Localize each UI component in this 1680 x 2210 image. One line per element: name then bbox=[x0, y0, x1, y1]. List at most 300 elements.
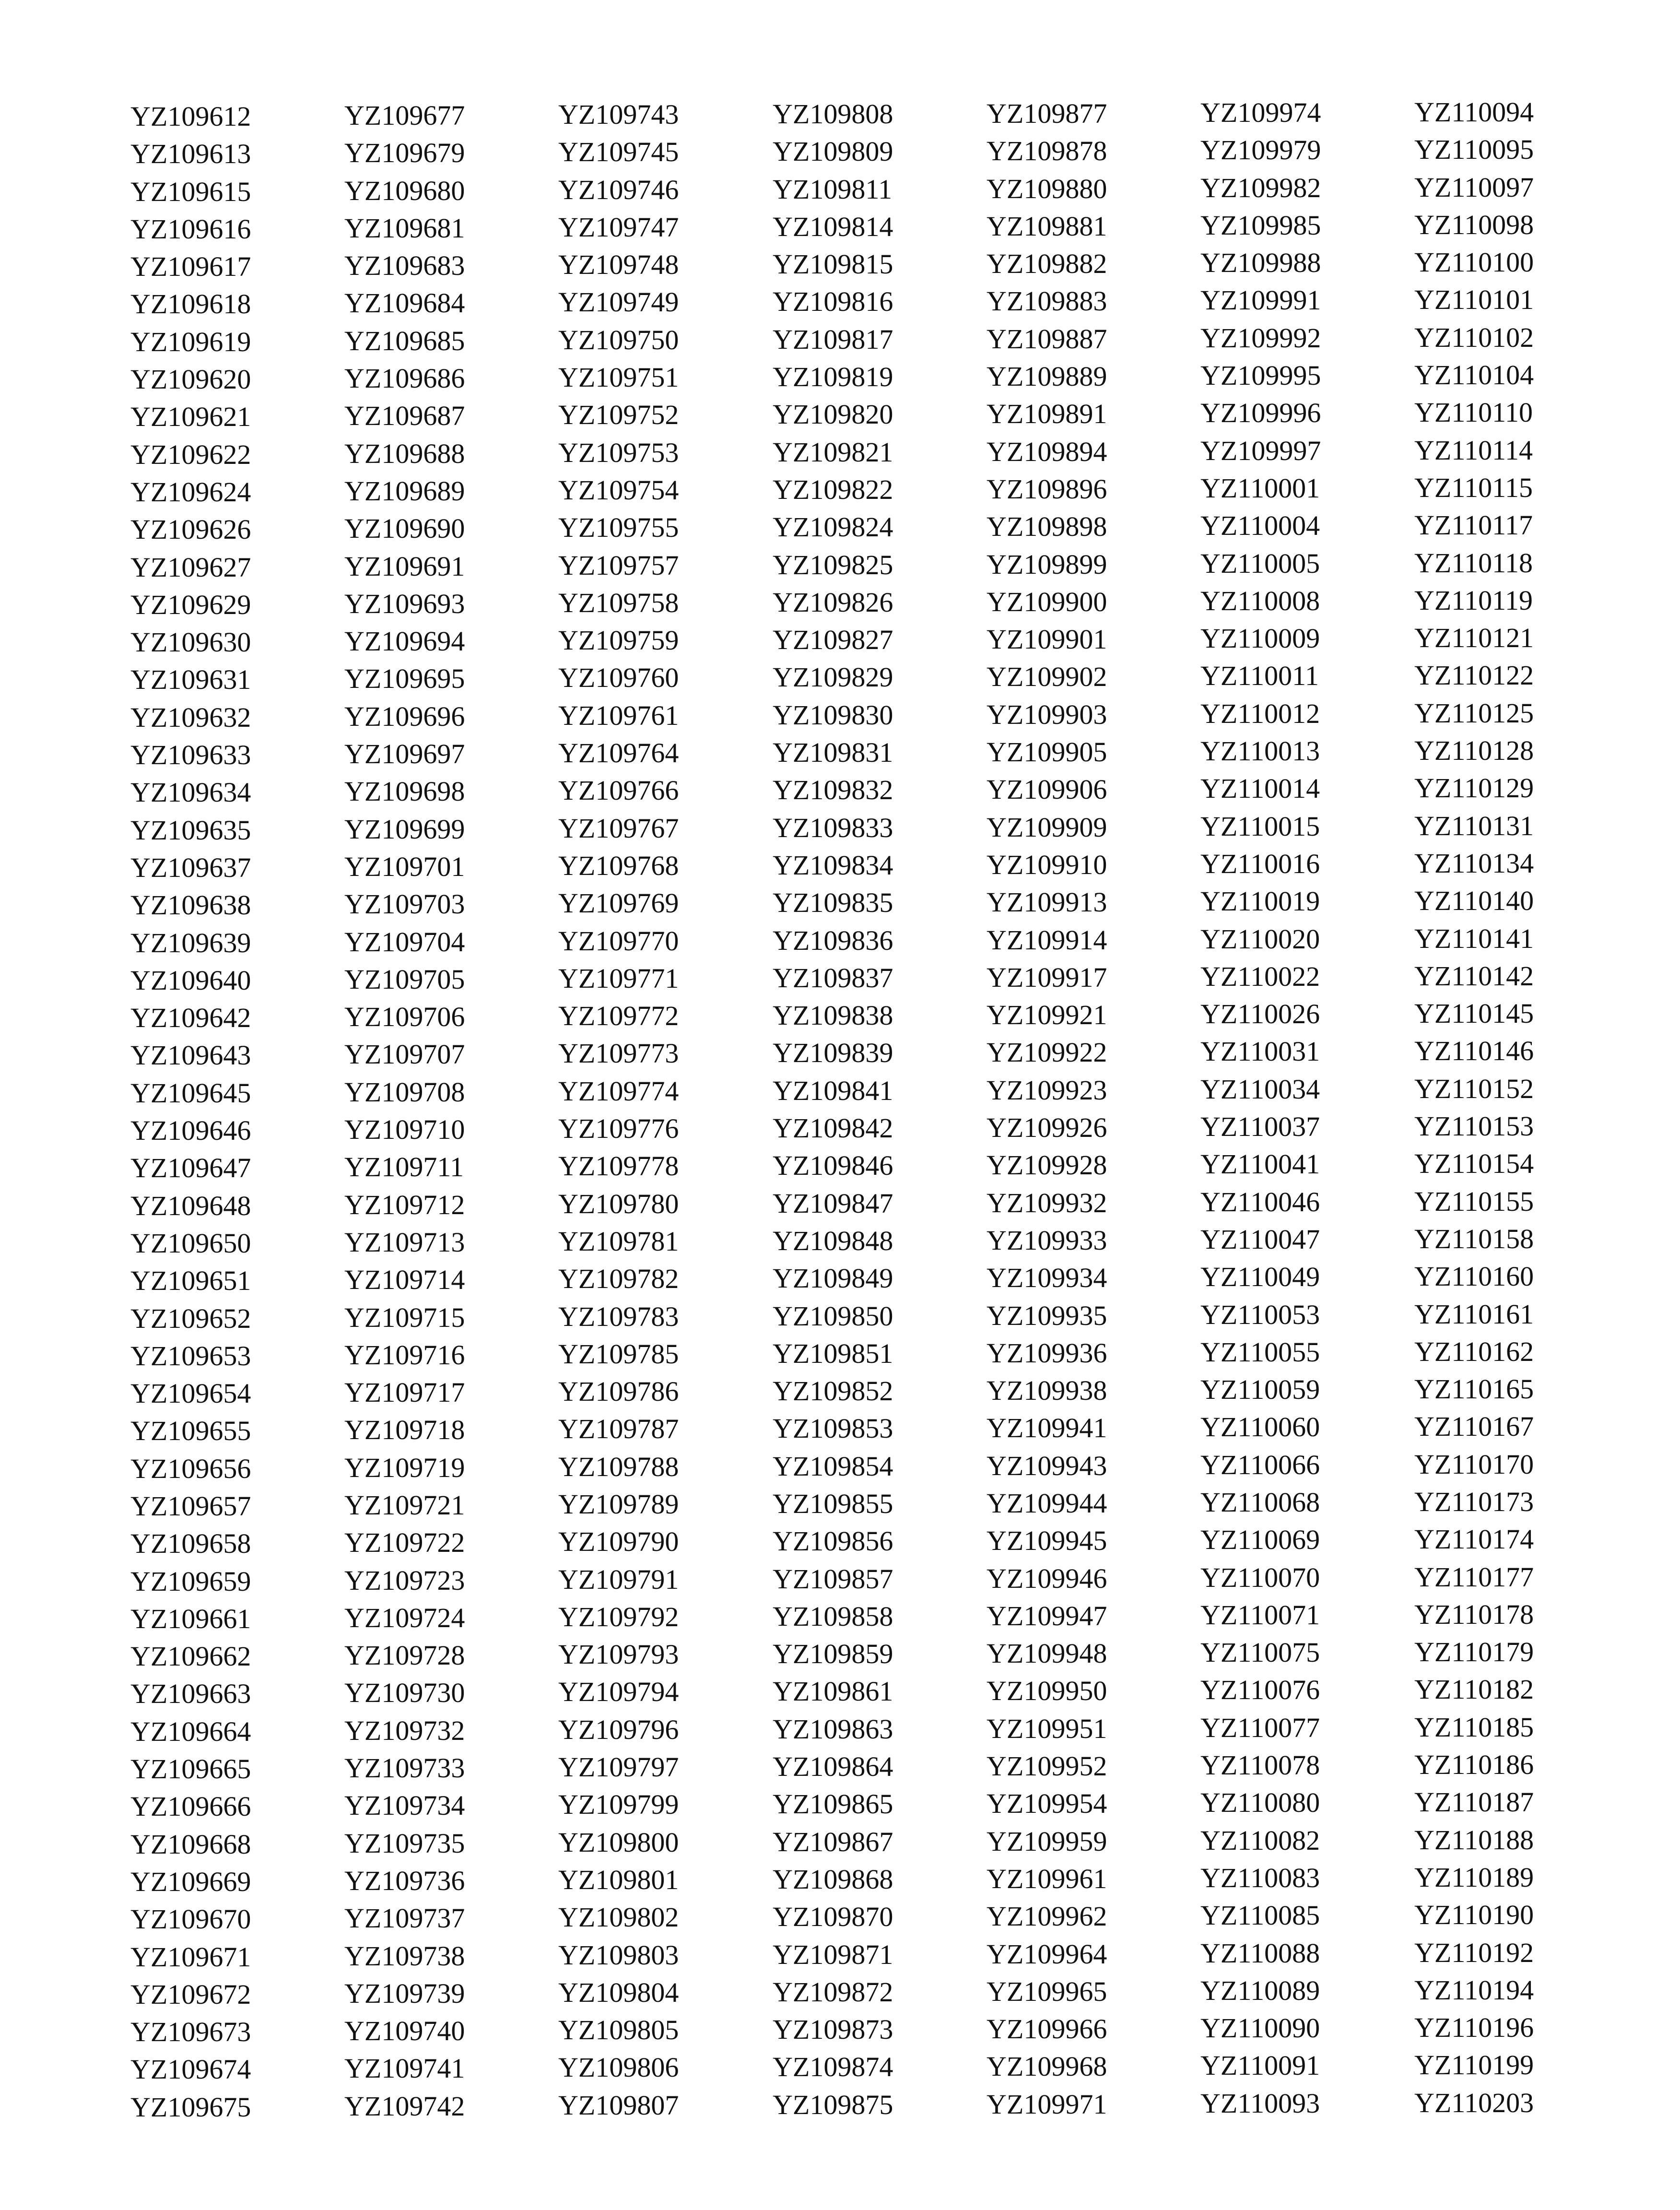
id-entry: YZ109932 bbox=[987, 1187, 1107, 1218]
id-entry: YZ109708 bbox=[344, 1076, 465, 1108]
id-entry: YZ109723 bbox=[344, 1564, 465, 1596]
id-entry: YZ109663 bbox=[130, 1678, 251, 1710]
id-entry: YZ109748 bbox=[558, 249, 679, 281]
id-entry: YZ109996 bbox=[1200, 397, 1321, 429]
id-entry: YZ110125 bbox=[1414, 697, 1534, 729]
id-entry: YZ110091 bbox=[1200, 2050, 1320, 2081]
id-entry: YZ109739 bbox=[344, 1977, 465, 2009]
id-entry: YZ109730 bbox=[344, 1677, 465, 1709]
id-entry: YZ109926 bbox=[987, 1112, 1107, 1144]
id-entry: YZ109941 bbox=[987, 1412, 1107, 1444]
id-entry: YZ109807 bbox=[558, 2089, 679, 2121]
id-column-1 bbox=[130, 98, 322, 2126]
id-column-5 bbox=[987, 95, 1178, 2123]
id-entry: YZ109881 bbox=[987, 210, 1107, 242]
id-entry: YZ109780 bbox=[558, 1188, 679, 1219]
id-entry: YZ109853 bbox=[773, 1413, 893, 1444]
id-entry: YZ109669 bbox=[130, 1866, 251, 1897]
id-entry: YZ109906 bbox=[987, 774, 1107, 805]
id-entry: YZ109715 bbox=[344, 1301, 465, 1333]
id-entry: YZ109814 bbox=[773, 211, 893, 242]
id-entry: YZ109698 bbox=[344, 776, 465, 807]
id-entry: YZ109689 bbox=[344, 475, 465, 507]
id-entry: YZ110020 bbox=[1200, 923, 1320, 955]
id-entry: YZ109670 bbox=[130, 1903, 251, 1935]
id-entry: YZ109923 bbox=[987, 1074, 1107, 1106]
id-entry: YZ109839 bbox=[773, 1037, 893, 1069]
id-entry: YZ109870 bbox=[773, 1901, 893, 1933]
id-entry: YZ109622 bbox=[130, 438, 251, 470]
id-entry: YZ109782 bbox=[558, 1263, 679, 1295]
id-entry: YZ109648 bbox=[130, 1190, 251, 1221]
id-entry: YZ109948 bbox=[987, 1638, 1107, 1669]
id-entry: YZ109758 bbox=[558, 587, 679, 618]
id-entry: YZ110077 bbox=[1200, 1712, 1320, 1743]
id-entry: YZ109656 bbox=[130, 1453, 251, 1484]
id-entry: YZ109627 bbox=[130, 551, 251, 583]
id-entry: YZ109662 bbox=[130, 1641, 251, 1672]
id-entry: YZ109736 bbox=[344, 1865, 465, 1896]
id-entry: YZ109687 bbox=[344, 400, 465, 432]
id-entry: YZ110203 bbox=[1414, 2087, 1534, 2118]
id-column-2 bbox=[344, 97, 536, 2125]
id-entry: YZ109875 bbox=[773, 2089, 893, 2120]
id-entry: YZ110128 bbox=[1414, 735, 1534, 767]
id-entry: YZ109618 bbox=[130, 288, 251, 320]
id-entry: YZ109905 bbox=[987, 736, 1107, 768]
id-entry: YZ110155 bbox=[1414, 1185, 1534, 1217]
id-entry: YZ109841 bbox=[773, 1075, 893, 1106]
id-entry: YZ110189 bbox=[1414, 1861, 1534, 1893]
id-entry: YZ110076 bbox=[1200, 1674, 1320, 1706]
id-entry: YZ109854 bbox=[773, 1450, 893, 1482]
id-entry: YZ109688 bbox=[344, 437, 465, 469]
id-entry: YZ109693 bbox=[344, 588, 465, 619]
id-entry: YZ109878 bbox=[987, 135, 1107, 167]
id-entry: YZ109856 bbox=[773, 1525, 893, 1557]
id-entry: YZ109857 bbox=[773, 1563, 893, 1595]
id-entry: YZ109619 bbox=[130, 326, 251, 357]
id-entry: YZ109808 bbox=[773, 98, 893, 130]
id-entry: YZ109797 bbox=[558, 1751, 679, 1783]
id-entry: YZ109632 bbox=[130, 701, 251, 733]
id-entry: YZ109788 bbox=[558, 1451, 679, 1482]
id-entry: YZ110100 bbox=[1414, 247, 1534, 278]
id-entry: YZ109772 bbox=[558, 1000, 679, 1032]
id-entry: YZ109861 bbox=[773, 1676, 893, 1707]
id-entry: YZ110131 bbox=[1414, 810, 1534, 841]
id-entry: YZ109634 bbox=[130, 777, 251, 808]
id-entry: YZ109894 bbox=[987, 436, 1107, 467]
id-entry: YZ109706 bbox=[344, 1001, 465, 1033]
id-entry: YZ109690 bbox=[344, 513, 465, 544]
id-entry: YZ109638 bbox=[130, 889, 251, 921]
id-entry: YZ109770 bbox=[558, 925, 679, 957]
id-entry: YZ109962 bbox=[987, 1901, 1107, 1932]
id-entry: YZ110060 bbox=[1200, 1411, 1320, 1443]
id-entry: YZ109781 bbox=[558, 1225, 679, 1257]
id-entry: YZ109694 bbox=[344, 626, 465, 657]
id-entry: YZ109633 bbox=[130, 739, 251, 771]
id-entry: YZ109959 bbox=[987, 1825, 1107, 1857]
id-entry: YZ109686 bbox=[344, 363, 465, 394]
id-entry: YZ110014 bbox=[1200, 773, 1320, 804]
id-entry: YZ109677 bbox=[344, 100, 465, 131]
id-entry: YZ109655 bbox=[130, 1415, 251, 1447]
id-entry: YZ109899 bbox=[987, 548, 1107, 580]
id-entry: YZ110188 bbox=[1414, 1824, 1534, 1855]
id-entry: YZ110173 bbox=[1414, 1486, 1534, 1517]
id-entry: YZ109799 bbox=[558, 1789, 679, 1820]
id-entry: YZ110162 bbox=[1414, 1335, 1534, 1367]
id-entry: YZ109805 bbox=[558, 2014, 679, 2046]
id-entry: YZ109737 bbox=[344, 1903, 465, 1934]
id-entry: YZ109877 bbox=[987, 98, 1107, 129]
id-entry: YZ109612 bbox=[130, 101, 251, 132]
id-entry: YZ109661 bbox=[130, 1603, 251, 1634]
id-entry: YZ109705 bbox=[344, 963, 465, 995]
id-entry: YZ110192 bbox=[1414, 1937, 1534, 1968]
id-entry: YZ110160 bbox=[1414, 1261, 1534, 1292]
id-entry: YZ109821 bbox=[773, 436, 893, 468]
id-entry: YZ109802 bbox=[558, 1902, 679, 1933]
id-entry: YZ110068 bbox=[1200, 1486, 1320, 1518]
id-entry: YZ109718 bbox=[344, 1414, 465, 1446]
id-entry: YZ110182 bbox=[1414, 1674, 1534, 1705]
id-entry: YZ109922 bbox=[987, 1037, 1107, 1068]
id-entry: YZ109764 bbox=[558, 737, 679, 769]
id-entry: YZ109803 bbox=[558, 1939, 679, 1971]
id-entry: YZ109966 bbox=[987, 2013, 1107, 2045]
id-entry: YZ109863 bbox=[773, 1713, 893, 1745]
id-entry: YZ109954 bbox=[987, 1788, 1107, 1820]
id-entry: YZ109896 bbox=[987, 473, 1107, 505]
id-entry: YZ109794 bbox=[558, 1676, 679, 1708]
id-entry: YZ110170 bbox=[1414, 1448, 1534, 1480]
id-entry: YZ110146 bbox=[1414, 1035, 1534, 1067]
id-entry: YZ110185 bbox=[1414, 1711, 1534, 1743]
id-entry: YZ109917 bbox=[987, 961, 1107, 993]
id-entry: YZ110080 bbox=[1200, 1787, 1320, 1819]
id-entry: YZ109704 bbox=[344, 926, 465, 957]
id-entry: YZ109786 bbox=[558, 1376, 679, 1407]
id-entry: YZ110178 bbox=[1414, 1598, 1534, 1630]
id-entry: YZ110013 bbox=[1200, 735, 1320, 767]
id-entry: YZ110154 bbox=[1414, 1148, 1534, 1180]
id-entry: YZ110187 bbox=[1414, 1786, 1534, 1818]
id-entry: YZ109882 bbox=[987, 248, 1107, 280]
id-entry: YZ109914 bbox=[987, 924, 1107, 956]
id-entry: YZ109938 bbox=[987, 1375, 1107, 1406]
id-entry: YZ109615 bbox=[130, 176, 251, 207]
id-entry: YZ109658 bbox=[130, 1528, 251, 1560]
id-entry: YZ109913 bbox=[987, 886, 1107, 918]
id-entry: YZ110012 bbox=[1200, 697, 1320, 729]
id-entry: YZ110121 bbox=[1414, 622, 1534, 654]
id-entry: YZ109831 bbox=[773, 737, 893, 768]
id-entry: YZ109971 bbox=[987, 2088, 1107, 2120]
id-entry: YZ109811 bbox=[773, 173, 893, 205]
id-entry: YZ109974 bbox=[1200, 97, 1321, 128]
id-entry: YZ110101 bbox=[1414, 284, 1534, 316]
id-entry: YZ110102 bbox=[1414, 321, 1534, 353]
id-entry: YZ109848 bbox=[773, 1225, 893, 1256]
id-entry: YZ109652 bbox=[130, 1302, 251, 1334]
id-entry: YZ109630 bbox=[130, 626, 251, 658]
id-entry: YZ109668 bbox=[130, 1828, 251, 1860]
id-entry: YZ110037 bbox=[1200, 1111, 1320, 1143]
id-entry: YZ109759 bbox=[558, 625, 679, 656]
id-entry: YZ109740 bbox=[344, 2015, 465, 2047]
id-entry: YZ109626 bbox=[130, 514, 251, 545]
id-entry: YZ109716 bbox=[344, 1339, 465, 1371]
id-entry: YZ110089 bbox=[1200, 1974, 1320, 2006]
id-entry: YZ109767 bbox=[558, 812, 679, 844]
id-entry: YZ110097 bbox=[1414, 171, 1534, 203]
id-entry: YZ109952 bbox=[987, 1750, 1107, 1782]
id-entry: YZ109820 bbox=[773, 399, 893, 430]
id-entry: YZ109858 bbox=[773, 1600, 893, 1632]
id-entry: YZ109933 bbox=[987, 1224, 1107, 1256]
id-entry: YZ109659 bbox=[130, 1565, 251, 1597]
id-entry: YZ110165 bbox=[1414, 1373, 1534, 1405]
id-entry: YZ109991 bbox=[1200, 284, 1321, 316]
id-entry: YZ109801 bbox=[558, 1864, 679, 1895]
id-entry: YZ109724 bbox=[344, 1602, 465, 1633]
id-entry: YZ109822 bbox=[773, 473, 893, 505]
id-entry: YZ110114 bbox=[1414, 434, 1533, 466]
id-entry: YZ109654 bbox=[130, 1378, 251, 1409]
id-entry: YZ110186 bbox=[1414, 1749, 1534, 1781]
id-entry: YZ109829 bbox=[773, 662, 893, 693]
id-entry: YZ109867 bbox=[773, 1826, 893, 1857]
id-entry: YZ109768 bbox=[558, 850, 679, 881]
id-entry: YZ109982 bbox=[1200, 172, 1321, 203]
id-entry: YZ109789 bbox=[558, 1488, 679, 1520]
id-entry: YZ109771 bbox=[558, 962, 679, 994]
id-entry: YZ109773 bbox=[558, 1038, 679, 1069]
id-entry: YZ109859 bbox=[773, 1638, 893, 1670]
id-entry: YZ109910 bbox=[987, 849, 1107, 880]
id-entry: YZ109946 bbox=[987, 1562, 1107, 1594]
id-entry: YZ110152 bbox=[1414, 1073, 1534, 1104]
id-entry: YZ109674 bbox=[130, 2054, 251, 2085]
id-entry: YZ109629 bbox=[130, 589, 251, 620]
id-entry: YZ110122 bbox=[1414, 660, 1534, 691]
id-entry: YZ109666 bbox=[130, 1791, 251, 1822]
id-entry: YZ109943 bbox=[987, 1450, 1107, 1481]
id-entry: YZ110145 bbox=[1414, 998, 1534, 1029]
id-entry: YZ109864 bbox=[773, 1751, 893, 1783]
id-entry: YZ109712 bbox=[344, 1189, 465, 1220]
id-entry: YZ109947 bbox=[987, 1600, 1107, 1631]
id-entry: YZ110053 bbox=[1200, 1299, 1320, 1330]
id-entry: YZ110055 bbox=[1200, 1336, 1320, 1368]
id-entry: YZ109827 bbox=[773, 624, 893, 656]
id-entry: YZ109945 bbox=[987, 1525, 1107, 1557]
id-entry: YZ109826 bbox=[773, 586, 893, 618]
id-entry: YZ109921 bbox=[987, 999, 1107, 1031]
id-entry: YZ109751 bbox=[558, 362, 679, 393]
id-entry: YZ110070 bbox=[1200, 1561, 1320, 1593]
id-entry: YZ109691 bbox=[344, 550, 465, 582]
id-column-3 bbox=[558, 96, 750, 2124]
id-entry: YZ109851 bbox=[773, 1337, 893, 1369]
id-entry: YZ109824 bbox=[773, 511, 893, 543]
id-entry: YZ109776 bbox=[558, 1113, 679, 1145]
id-entry: YZ110153 bbox=[1414, 1111, 1534, 1142]
id-entry: YZ109657 bbox=[130, 1490, 251, 1522]
id-entry: YZ109997 bbox=[1200, 435, 1321, 466]
id-entry: YZ109642 bbox=[130, 1002, 251, 1034]
id-entry: YZ109817 bbox=[773, 323, 893, 355]
id-entry: YZ110041 bbox=[1200, 1148, 1320, 1180]
id-entry: YZ110161 bbox=[1414, 1298, 1534, 1330]
id-entry: YZ109816 bbox=[773, 286, 893, 318]
id-entry: YZ109635 bbox=[130, 814, 251, 846]
id-entry: YZ109680 bbox=[344, 175, 465, 206]
id-entry: YZ109760 bbox=[558, 662, 679, 694]
id-entry: YZ109653 bbox=[130, 1340, 251, 1371]
id-entry: YZ110093 bbox=[1200, 2087, 1320, 2119]
id-entry: YZ109673 bbox=[130, 2016, 251, 2048]
id-entry: YZ110059 bbox=[1200, 1374, 1320, 1406]
id-entry: YZ109778 bbox=[558, 1150, 679, 1182]
id-entry: YZ109640 bbox=[130, 964, 251, 996]
id-entry: YZ109800 bbox=[558, 1826, 679, 1858]
id-entry: YZ109647 bbox=[130, 1152, 251, 1184]
id-entry: YZ109847 bbox=[773, 1187, 893, 1219]
id-entry: YZ109651 bbox=[130, 1265, 251, 1297]
id-entry: YZ110022 bbox=[1200, 960, 1320, 992]
id-entry: YZ110009 bbox=[1200, 623, 1320, 654]
id-entry: YZ109898 bbox=[987, 511, 1107, 543]
id-entry: YZ109968 bbox=[987, 2051, 1107, 2082]
id-entry: YZ109743 bbox=[558, 99, 679, 130]
id-entry: YZ110110 bbox=[1414, 397, 1533, 428]
id-entry: YZ109699 bbox=[344, 813, 465, 845]
id-entry: YZ109761 bbox=[558, 699, 679, 731]
id-entry: YZ110140 bbox=[1414, 885, 1534, 917]
id-entry: YZ109935 bbox=[987, 1300, 1107, 1331]
id-entry: YZ109936 bbox=[987, 1337, 1107, 1369]
id-entry: YZ109891 bbox=[987, 398, 1107, 430]
id-entry: YZ109944 bbox=[987, 1487, 1107, 1519]
id-entry: YZ110046 bbox=[1200, 1186, 1320, 1217]
id-entry: YZ109738 bbox=[344, 1940, 465, 1972]
id-entry: YZ110174 bbox=[1414, 1524, 1534, 1555]
id-entry: YZ110142 bbox=[1414, 960, 1534, 992]
id-entry: YZ109850 bbox=[773, 1300, 893, 1332]
id-entry: YZ109834 bbox=[773, 849, 893, 881]
id-entry: YZ110129 bbox=[1414, 772, 1534, 804]
id-entry: YZ109796 bbox=[558, 1714, 679, 1745]
id-entry: YZ109806 bbox=[558, 2052, 679, 2083]
id-entry: YZ110177 bbox=[1414, 1561, 1534, 1593]
id-entry: YZ109900 bbox=[987, 586, 1107, 617]
id-entry: YZ110095 bbox=[1414, 134, 1534, 165]
id-entry: YZ109646 bbox=[130, 1115, 251, 1146]
id-entry: YZ109835 bbox=[773, 887, 893, 919]
id-entry: YZ110034 bbox=[1200, 1073, 1320, 1105]
id-entry: YZ110199 bbox=[1414, 2049, 1534, 2081]
id-entry: YZ110071 bbox=[1200, 1599, 1320, 1631]
id-entry: YZ109650 bbox=[130, 1227, 251, 1259]
id-entry: YZ109855 bbox=[773, 1488, 893, 1519]
id-entry: YZ109613 bbox=[130, 138, 251, 170]
id-entry: YZ109901 bbox=[987, 624, 1107, 655]
id-entry: YZ110026 bbox=[1200, 998, 1320, 1030]
id-entry: YZ110066 bbox=[1200, 1449, 1320, 1480]
id-entry: YZ109874 bbox=[773, 2051, 893, 2083]
id-entry: YZ109728 bbox=[344, 1640, 465, 1671]
id-entry: YZ109722 bbox=[344, 1527, 465, 1559]
id-entry: YZ109951 bbox=[987, 1713, 1107, 1744]
id-entry: YZ109880 bbox=[987, 173, 1107, 204]
id-entry: YZ109695 bbox=[344, 663, 465, 695]
id-entry: YZ110117 bbox=[1414, 509, 1533, 541]
id-entry: YZ109710 bbox=[344, 1114, 465, 1146]
id-entry: YZ109637 bbox=[130, 851, 251, 883]
id-entry: YZ109685 bbox=[344, 325, 465, 356]
id-entry: YZ110134 bbox=[1414, 847, 1534, 879]
id-entry: YZ109683 bbox=[344, 250, 465, 282]
id-entry: YZ109825 bbox=[773, 549, 893, 580]
id-entry: YZ109757 bbox=[558, 549, 679, 581]
id-entry: YZ109783 bbox=[558, 1300, 679, 1332]
id-entry: YZ109887 bbox=[987, 323, 1107, 355]
id-entry: YZ110047 bbox=[1200, 1223, 1320, 1255]
id-entry: YZ109631 bbox=[130, 664, 251, 696]
id-entry: YZ110004 bbox=[1200, 510, 1320, 542]
id-entry: YZ109696 bbox=[344, 700, 465, 732]
id-column-6 bbox=[1200, 94, 1392, 2122]
id-entry: YZ109985 bbox=[1200, 209, 1321, 241]
id-entry: YZ109792 bbox=[558, 1601, 679, 1632]
id-entry: YZ109871 bbox=[773, 1938, 893, 1970]
id-entry: YZ110078 bbox=[1200, 1749, 1320, 1781]
id-entry: YZ109988 bbox=[1200, 247, 1321, 279]
id-entry: YZ110167 bbox=[1414, 1411, 1534, 1442]
id-entry: YZ109617 bbox=[130, 251, 251, 283]
id-entry: YZ109754 bbox=[558, 474, 679, 506]
id-entry: YZ109675 bbox=[130, 2091, 251, 2123]
id-entry: YZ109902 bbox=[987, 661, 1107, 693]
id-entry: YZ109621 bbox=[130, 401, 251, 433]
id-entry: YZ109711 bbox=[344, 1151, 464, 1183]
id-entry: YZ110082 bbox=[1200, 1824, 1320, 1856]
id-entry: YZ109992 bbox=[1200, 322, 1321, 354]
id-entry: YZ109620 bbox=[130, 364, 251, 395]
id-entry: YZ109681 bbox=[344, 212, 465, 244]
id-entry: YZ109865 bbox=[773, 1788, 893, 1820]
id-entry: YZ109964 bbox=[987, 1938, 1107, 1970]
id-entry: YZ110001 bbox=[1200, 472, 1320, 504]
id-entry: YZ110179 bbox=[1414, 1636, 1534, 1668]
id-entry: YZ109804 bbox=[558, 1976, 679, 2008]
id-entry: YZ109714 bbox=[344, 1264, 465, 1296]
id-entry: YZ110141 bbox=[1414, 922, 1534, 954]
id-entry: YZ109846 bbox=[773, 1150, 893, 1182]
id-entry: YZ109701 bbox=[344, 851, 465, 882]
id-entry: YZ109719 bbox=[344, 1452, 465, 1483]
id-entry: YZ110158 bbox=[1414, 1223, 1534, 1254]
id-entry: YZ110090 bbox=[1200, 2012, 1320, 2044]
id-entry: YZ109713 bbox=[344, 1226, 465, 1258]
id-entry: YZ109735 bbox=[344, 1827, 465, 1859]
id-column-4 bbox=[773, 95, 964, 2124]
id-entry: YZ109934 bbox=[987, 1262, 1107, 1294]
